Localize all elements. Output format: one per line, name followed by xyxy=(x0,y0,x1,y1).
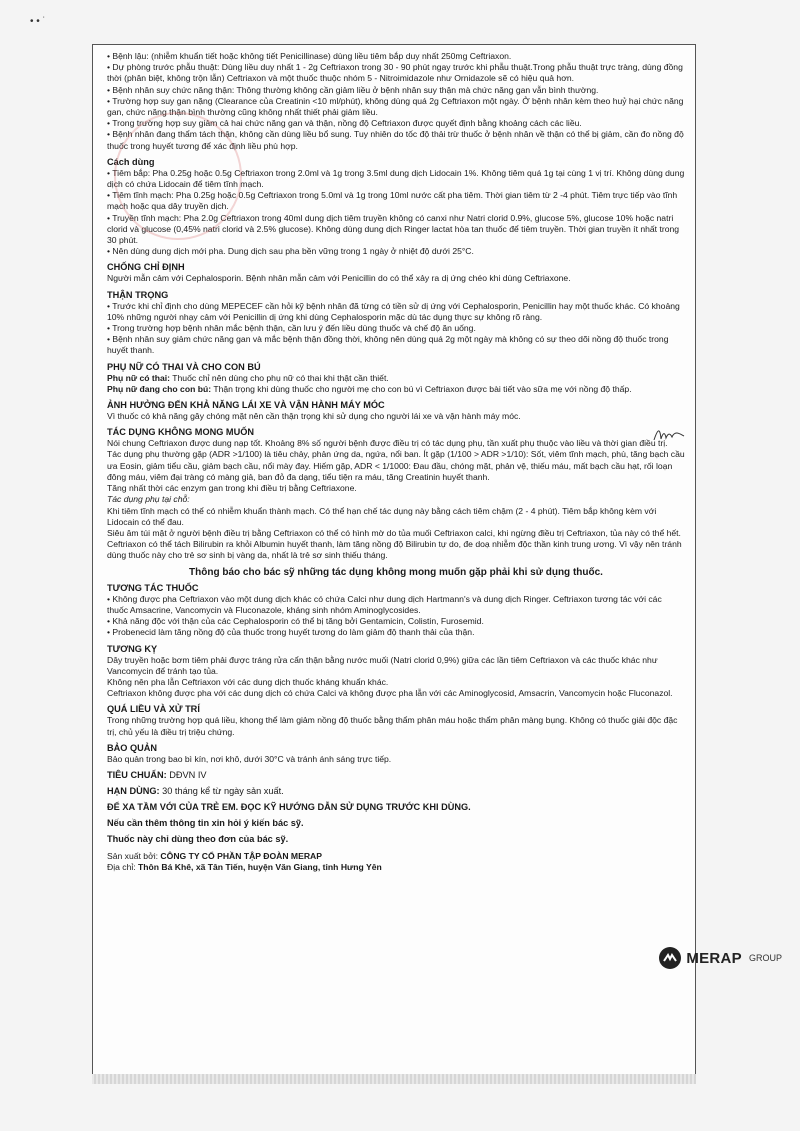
paragraph: • Tiêm bắp: Pha 0.25g hoặc 0.5g Ceftriaxon trong 2.0ml và 1g trong 3.5ml dung dịch Lidocain 1%. Không tiêm quá 1g tại cùng 1 vị trí. Không dùng dung dịch có chứa Lidocain để tiêm tĩnh mạch. xyxy=(107,167,685,190)
section-heading: ẢNH HƯỞNG ĐẾN KHẢ NĂNG LÁI XE VÀ VẬN HÀNH MÁY MÓC xyxy=(107,400,385,411)
subheading-line: Tác dụng phụ tại chỗ: xyxy=(107,494,190,505)
signature xyxy=(650,424,690,446)
paragraph: • Trường hợp suy gan nặng (Clearance của Creatinin <10 ml/phút), không dùng quá 2g Ceftriaxon một ngày. Ở bệnh nhân kèm theo huỷ hại chức năng gan, chức năng thận bình thường cũng không nhất thiết phải giảm liều. xyxy=(107,95,684,118)
paragraph: • Không được pha Ceftriaxon vào một dung dịch khác có chứa Calci như dung dịch Hartmann's và dung dịch Ringer. Ceftriaxon tương tác với các thuốc Amsacrine, Vancomycin và Fluconazole, kháng sinh nhóm Aminoglycosides. xyxy=(107,593,662,615)
bottom-edge xyxy=(92,1074,696,1084)
label-text: DĐVN IV xyxy=(166,769,207,780)
paragraph: • Trong trường hợp suy giảm cả hai chức năng gan và thận, nồng độ Ceftriaxon được quyết định bằng khoảng cách các liều. xyxy=(107,118,582,129)
paragraph: Siêu âm túi mật ở người bệnh điều trị bằng Ceftriaxon có thể có hình mờ do tủa muối Ceftriaxon calci, khi ngừng điều trị Ceftriaxon, tủa này có thể hết. xyxy=(107,527,681,538)
label-text: Thận trọng khi dùng thuốc cho người mẹ cho con bú vì Ceftriaxon được bài tiết vào sữa mẹ với nồng độ thấp. xyxy=(211,383,632,394)
paragraph: • Dự phòng trước phẫu thuật: Dùng liều duy nhất 1 - 2g Ceftriaxon trong 30 - 90 phút ngay trước khi phẫu thuật.Trong phẫu thuật trực tràng, dùng đồng thời (phân biệt, không trộn lẫn) Ceftriaxon và một thuốc thuộc nhóm 5 - Nitroimidazole như Ornidazole sẽ có hiệu quả hơn. xyxy=(107,62,683,84)
paragraph: Không nên pha lẫn Ceftriaxon với các dung dịch thuốc kháng khuẩn khác. xyxy=(107,676,389,687)
label: Phụ nữ đang cho con bú: xyxy=(107,383,212,394)
manufacturer-line xyxy=(107,851,685,862)
warning-line: ĐỂ XA TẦM VỚI CỦA TRẺ EM. ĐỌC KỸ HƯỚNG DẪN SỬ DỤNG TRƯỚC KHI DÙNG. xyxy=(107,801,471,812)
paragraph: • Bệnh nhân suy giảm chức năng gan và mắc bệnh thận đồng thời, không nên dùng quá 2g một ngày mà không có sự theo dõi nồng độ thuốc trong huyết thanh. xyxy=(107,334,669,356)
manufacturer-name: CÔNG TY CỔ PHẦN TẬP ĐOÀN MERAP xyxy=(160,850,322,861)
address-value: Thôn Bá Khê, xã Tân Tiến, huyện Văn Giang, tỉnh Hưng Yên xyxy=(138,862,382,873)
paragraph: Khi tiêm tĩnh mạch có thể có nhiễm khuẩn thành mạch. Có thể hạn chế tác dụng này bằng cách tiêm chậm (2 - 4 phút). Tiêm bắp không kèm với Lidocain có thể đau. xyxy=(107,505,657,527)
merap-logo-icon xyxy=(659,947,681,969)
paragraph: • Khả năng độc với thận của các Cephalosporin có thể bị tăng bởi Gentamicin, Colistin, Furosemid. xyxy=(107,616,484,627)
section-heading: Cách dùng xyxy=(107,156,155,167)
section-heading: TƯƠNG KỴ xyxy=(107,643,158,654)
address-line xyxy=(107,862,685,873)
notice-line: Thông báo cho bác sỹ những tác dụng không mong muốn gặp phải khi sử dụng thuốc. xyxy=(189,566,603,578)
logo-name: MERAP xyxy=(686,949,742,967)
merap-logo xyxy=(659,947,782,969)
paragraph: • Trong trường hợp bệnh nhân mắc bệnh thận, cần lưu ý đến liều dùng thuốc và chế độ ăn uống. xyxy=(107,323,476,334)
paragraph: • Bệnh nhân suy chức năng thận: Thông thường không cần giảm liều ở bệnh nhân suy thận mà chức năng gan vẫn bình thường. xyxy=(107,84,599,95)
labeled-paragraph xyxy=(107,373,685,384)
label: Phụ nữ có thai: xyxy=(107,372,171,383)
paragraph: Trong những trường hợp quá liều, khong thể làm giảm nồng độ thuốc bằng thẩm phân máu hoặc thẩm phân màng bụng. Không có thuốc giải độc đặc trị, chủ yếu là điều trị triệu chứng. xyxy=(107,715,678,737)
section-heading: TƯƠNG TÁC THUỐC xyxy=(107,582,199,593)
address-prefix: Địa chỉ: xyxy=(107,862,139,873)
paragraph: • Nên dùng dung dịch mới pha. Dung dịch sau pha bền vững trong 1 ngày ở nhiệt độ dưới 25°C. xyxy=(107,246,474,257)
section-heading: QUÁ LIỀU VÀ XỬ TRÍ xyxy=(107,704,200,715)
section-heading: THẬN TRỌNG xyxy=(107,289,169,300)
paragraph: Tăng nhất thời các enzym gan trong khi điều trị bằng Ceftriaxone. xyxy=(107,483,357,494)
manufacturer-prefix: Sản xuất bởi: xyxy=(107,850,161,861)
paragraph: Ceftriaxon không được pha với các dung dịch có chứa Calci và không được pha lẫn với các Aminoglycosid, Amsacrin, Vancomycin hoặc Fluconazol. xyxy=(107,688,673,699)
section-heading: TÁC DỤNG KHÔNG MONG MUỐN xyxy=(107,427,254,438)
label-text: 30 tháng kể từ ngày sản xuất. xyxy=(159,785,284,796)
labeled-paragraph xyxy=(107,384,685,395)
paragraph: • Truyền tĩnh mạch: Pha 2.0g Ceftriaxon trong 40ml dung dịch tiêm truyền không có canxi như Natri clorid 0.9%, glucose 5%, glucose 10% hoặc natri clorid và glucose (0,45% natri clorid và 2.5% glucose). Không dùng dung dịch Ringer lactat hòa tan thuốc để tiêm truyền. Thời gian truyền ít nhất trong 30 phút. xyxy=(107,212,680,246)
paragraph: Bảo quản trong bao bì kín, nơi khô, dưới 30°C và tránh ánh sáng trực tiếp. xyxy=(107,753,392,764)
paragraph: Tác dụng phụ thường gặp (ADR >1/100) là tiêu chảy, phản ứng da, ngứa, nổi ban. Ít gặp (1/100 > ADR >1/10): Sốt, viêm tĩnh mạch, phù, tăng bạch cầu ưa Eosin, giảm tiểu cầu, giảm bạch cầu, nổi mày đay. Hiếm gặp, ADR < 1/1000: Đau đầu, chóng mặt, phản vệ, thiếu máu, mất bạch cầu hạt, rối loạn đông máu, viêm đại tràng có màng giả, ban đỏ đa dạng, tiểu tiện ra máu, tăng Creatinin huyết thanh. xyxy=(107,449,685,482)
document-body xyxy=(93,45,695,873)
document-page xyxy=(92,44,696,1084)
logo-suffix: GROUP xyxy=(748,953,782,963)
paragraph: • Trước khi chỉ định cho dùng MEPECEF cần hỏi kỹ bệnh nhân đã từng có tiền sử dị ứng với Cephalosporin, Penicillin hay một thuốc khác. Có khoảng 10% những người nhạy cảm với Penicillin dị ứng khi dùng Cephalosporin mặc dù tác dụng thực sự không rõ ràng. xyxy=(107,300,680,322)
labeled-heading xyxy=(107,785,685,797)
warning-line: Nếu cần thêm thông tin xin hỏi ý kiến bác sỹ. xyxy=(107,817,304,828)
section-heading: CHỐNG CHỈ ĐỊNH xyxy=(107,262,185,273)
warning-line: Thuốc này chỉ dùng theo đơn của bác sỹ. xyxy=(107,833,289,844)
paragraph: Vì thuốc có khả năng gây chóng mặt nên cần thận trọng khi sử dụng cho người lái xe và vận hành máy móc. xyxy=(107,411,521,422)
corner-marks: • • ˙ xyxy=(30,16,46,27)
paragraph: • Bệnh nhân đang thẩm tách thận, không cần dùng liều bổ sung. Tuy nhiên do tốc độ thải trừ thuốc ở bệnh nhân về thận có thể bị giảm, cần đo nồng độ thuốc trong huyết tương để xác định liều phù hợp. xyxy=(107,129,684,151)
label: TIÊU CHUẨN: xyxy=(107,769,167,780)
paragraph: • Probenecid làm tăng nồng độ của thuốc trong huyết tương do làm giảm độ thanh thải của thận. xyxy=(107,627,475,638)
label-text: Thuốc chỉ nên dùng cho phụ nữ có thai khi thật cần thiết. xyxy=(170,372,389,383)
section-heading: BẢO QUẢN xyxy=(107,742,158,753)
paragraph: Nói chung Ceftriaxon được dung nạp tốt. Khoảng 8% số người bệnh được điều trị có tác dụng phụ, tần xuất phụ thuộc vào liều và thời gian điều trị. xyxy=(107,438,668,449)
paragraph: Người mẫn cảm với Cephalosporin. Bệnh nhân mẫn cảm với Penicillin do có thể xảy ra dị ứng chéo khi dùng Ceftriaxone. xyxy=(107,273,571,284)
paragraph: Ceftriaxon có thể tách Bilirubin ra khỏi Albumin huyết thanh, làm tăng nồng độ Bilirubin tự do, đe doạ nhiễm độc thần kinh trung ương. Vì vậy nên tránh dùng thuốc này cho trẻ sơ sinh bị vàng da, nhất là trẻ sơ sinh thiếu tháng. xyxy=(107,539,682,561)
paragraph: Dây truyền hoặc bơm tiêm phải được tráng rửa cẩn thận bằng nước muối (Natri clorid 0,9%) giữa các lần tiêm Ceftriaxon và các thuốc khác như Vancomycin để tránh tạo tủa. xyxy=(107,654,658,676)
label: HẠN DÙNG: xyxy=(107,785,160,796)
paragraph: • Bệnh lậu: (nhiễm khuẩn tiết hoặc không tiết Penicillinase) dùng liều tiêm bắp duy nhất 250mg Ceftriaxon. xyxy=(107,51,512,61)
section-heading: PHỤ NỮ CÓ THAI VÀ CHO CON BÚ xyxy=(107,361,261,372)
labeled-heading xyxy=(107,769,685,781)
paragraph: • Tiêm tĩnh mạch: Pha 0.25g hoặc 0.5g Ceftriaxon trong 5.0ml và 1g trong 10ml nước cất pha tiêm. Thời gian tiêm từ 2 -4 phút. Tiêm trực tiếp vào tĩnh mạch hoặc qua dây truyền dịch. xyxy=(107,190,678,212)
